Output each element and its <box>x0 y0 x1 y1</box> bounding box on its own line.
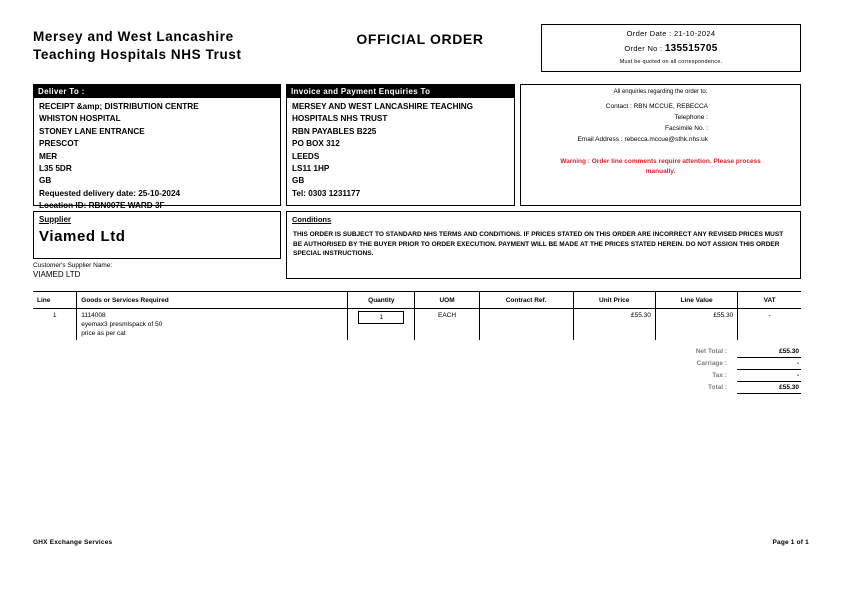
customers-supplier-value: VIAMED LTD <box>33 270 81 279</box>
enquiries-title: All enquiries regarding the order to: <box>613 89 708 95</box>
column-header-goods: Goods or Services Required <box>77 292 348 309</box>
page-title: OFFICIAL ORDER <box>356 31 484 47</box>
order-summary-box <box>541 24 801 72</box>
supplier-heading: Supplier <box>39 215 72 224</box>
cell-vat: - <box>738 309 801 341</box>
footer-service-name: GHX Exchange Services <box>33 539 113 546</box>
totals-block <box>621 346 801 394</box>
cell-contract-ref <box>479 309 573 341</box>
enquiries-facsimile-label: Facsimile No. : <box>665 125 708 132</box>
conditions-block <box>286 211 801 279</box>
order-quote-note: Must be quoted on all correspondence. <box>619 59 723 65</box>
organisation-title-line1: Mersey and West Lancashire <box>33 29 234 44</box>
column-header-uom: UOM <box>415 292 479 309</box>
carriage-row <box>621 358 801 370</box>
deliver-to-heading: Deliver To : <box>34 85 280 98</box>
deliver-to-address <box>34 98 280 217</box>
order-warning <box>521 145 800 176</box>
order-number-value: 135515705 <box>664 43 718 54</box>
enquiries-telephone-label: Telephone : <box>674 114 708 121</box>
cell-description <box>77 309 348 341</box>
invoice-to-telephone: Tel: 0303 1231177 <box>292 188 361 198</box>
deliver-to-block <box>33 84 281 211</box>
net-total-row <box>621 346 801 358</box>
description-line: price as per cat <box>81 330 126 337</box>
enquiries-contact-value: RBN MCCUE, REBECCA <box>633 103 708 110</box>
deliver-to-location-id: Location ID: RBN007E WARD 3F <box>39 201 165 211</box>
enquiries-contact <box>521 101 800 112</box>
invoice-to-address <box>287 98 514 204</box>
net-total-label: Net Total : <box>695 348 727 355</box>
enquiries-email-label: Email Address : <box>577 136 623 143</box>
order-date-row <box>542 29 800 38</box>
table-row <box>33 309 801 341</box>
invoice-to-line: PO BOX 312 <box>292 139 340 149</box>
tax-label: Tax : <box>712 372 727 379</box>
invoice-to-line: MERSEY AND WEST LANCASHIRE TEACHING <box>292 102 474 111</box>
column-header-quantity: Quantity <box>348 292 415 309</box>
tax-value: - <box>737 370 801 382</box>
supplier-block <box>33 211 281 259</box>
invoice-to-line: LEEDS <box>292 151 320 161</box>
cell-unit-price: £55.30 <box>573 309 655 341</box>
order-date-value: 21-10-2024 <box>673 29 716 38</box>
cell-line-number: 1 <box>52 312 57 319</box>
enquiries-contact-label: Contact : <box>605 103 632 110</box>
total-value: £55.30 <box>737 382 801 394</box>
deliver-to-line: MER <box>39 151 58 161</box>
net-total-value: £55.30 <box>737 346 801 358</box>
supplier-name: Viamed Ltd <box>39 228 126 245</box>
order-number-label: Order No : <box>624 44 663 53</box>
total-label: Total : <box>707 384 727 391</box>
carriage-value: - <box>737 358 801 370</box>
invoice-to-line: RBN PAYABLES B225 <box>292 126 377 136</box>
order-number-row <box>542 43 800 54</box>
column-header-line: Line <box>33 292 77 309</box>
deliver-to-line: RECEIPT &amp; DISTRIBUTION CENTRE <box>39 102 199 111</box>
description-line: eyemax3 presmlspack of 50 <box>81 321 163 328</box>
customers-supplier-name-block <box>33 261 112 279</box>
organisation-title-line2: Teaching Hospitals NHS Trust <box>33 47 242 62</box>
cell-uom: EACH <box>415 309 479 341</box>
deliver-to-line: L35 5DR <box>39 164 72 174</box>
customers-supplier-label: Customer's Supplier Name: <box>33 262 113 269</box>
deliver-to-line: GB <box>39 176 52 186</box>
invoice-to-heading: Invoice and Payment Enquiries To <box>287 85 514 98</box>
order-warning-label: Warning : <box>560 158 590 165</box>
enquiries-telephone <box>521 112 800 123</box>
organisation-title <box>33 28 283 64</box>
table-header-row <box>33 292 801 309</box>
invoice-to-line: HOSPITALS NHS TRUST <box>292 114 388 124</box>
enquiries-email-value: rebecca.mccue@sthk.nhs.uk <box>624 136 708 143</box>
deliver-to-requested-date: Requested delivery date: 25-10-2024 <box>39 188 181 198</box>
deliver-to-line: PRESCOT <box>39 139 79 149</box>
enquiries-email <box>521 134 800 145</box>
line-items-table <box>33 291 801 340</box>
footer-page-number: Page 1 of 1 <box>772 539 809 546</box>
column-header-vat: VAT <box>738 292 801 309</box>
deliver-to-line: WHISTON HOSPITAL <box>39 114 121 124</box>
enquiries-block <box>520 84 801 206</box>
conditions-heading: Conditions <box>292 215 332 224</box>
cell-line-value: £55.30 <box>655 309 737 341</box>
order-date-label: Order Date : <box>626 29 672 38</box>
quantity-value: 1 <box>358 311 404 324</box>
invoice-to-block <box>286 84 515 206</box>
cell-quantity <box>348 309 415 341</box>
column-header-line-value: Line Value <box>655 292 737 309</box>
description-line: 1114008 <box>81 312 106 319</box>
tax-row <box>621 370 801 382</box>
total-row <box>621 382 801 394</box>
invoice-to-line: GB <box>292 176 305 186</box>
column-header-unit-price: Unit Price <box>573 292 655 309</box>
order-warning-text: Order line comments require attention. Please process manually. <box>591 158 761 175</box>
conditions-text: THIS ORDER IS SUBJECT TO STANDARD NHS TERMS AND CONDITIONS. IF PRICES STATED ON THIS ORDER ARE INCORRECT ANY REVISED PRICES MUST BE AUTHORISED BY THE BUYER PRIOR TO ORDER EXECUTION. PAYMENT WILL BE MADE AT THE PRICES STATED HEREIN. DO NOT ASSIGN THIS ORDER SPECIAL INSTRUCTIONS. <box>293 231 784 257</box>
carriage-label: Carriage : <box>696 360 727 367</box>
deliver-to-line: STONEY LANE ENTRANCE <box>39 126 145 136</box>
invoice-to-line: LS11 1HP <box>292 164 330 174</box>
enquiries-facsimile <box>521 123 800 134</box>
column-header-contract-ref: Contract Ref. <box>479 292 573 309</box>
